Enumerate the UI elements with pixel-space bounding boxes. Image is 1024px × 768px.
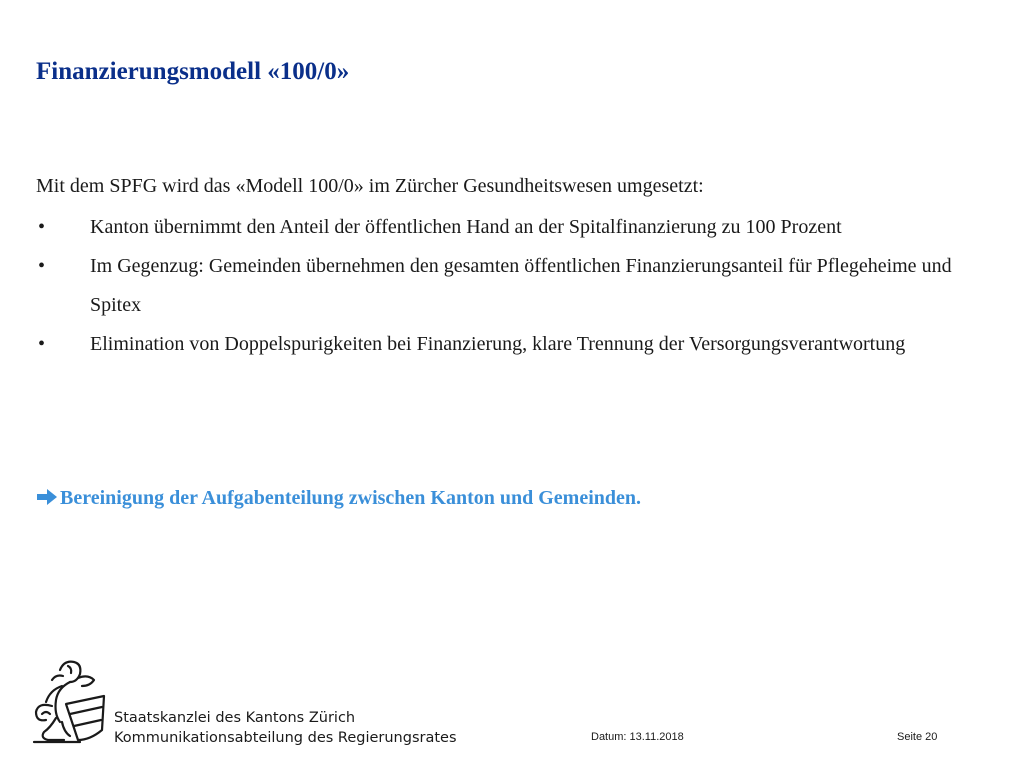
footer-date: Datum: 13.11.2018 <box>591 731 684 743</box>
bullet-text: Im Gegenzug: Gemeinden übernehmen den gesamten öffentlichen Finanzierungsanteil für Pflegeheime und Spitex <box>90 255 952 316</box>
bullet-item <box>36 208 956 247</box>
page-number: Seite 20 <box>897 731 938 743</box>
bullet-item <box>36 247 956 325</box>
right-arrow-icon <box>36 488 58 506</box>
zurich-coat-of-arms-logo <box>30 656 110 746</box>
bullet-item <box>36 325 956 364</box>
bullet-marker: • <box>38 216 46 238</box>
conclusion-statement <box>36 484 641 512</box>
department-name: Kommunikationsabteilung des Regierungsrates <box>114 730 457 746</box>
bullet-text: Elimination von Doppelspurigkeiten bei Finanzierung, klare Trennung der Versorgungsverantwortung <box>90 333 906 355</box>
footer-organization <box>114 708 457 748</box>
intro-text: Mit dem SPFG wird das «Modell 100/0» im Zürcher Gesundheitswesen umgesetzt: <box>36 175 704 197</box>
organization-name: Staatskanzlei des Kantons Zürich <box>114 710 356 726</box>
conclusion-text: Bereinigung der Aufgabenteilung zwischen Kanton und Gemeinden. <box>60 487 642 509</box>
bullet-text: Kanton übernimmt den Anteil der öffentlichen Hand an der Spitalfinanzierung zu 100 Prozent <box>90 216 842 238</box>
slide-title: Finanzierungsmodell «100/0» <box>36 58 350 85</box>
bullet-marker: • <box>38 255 46 277</box>
bullet-marker: • <box>38 333 46 355</box>
lion-logo-icon <box>30 656 110 746</box>
bullet-list <box>36 208 956 364</box>
